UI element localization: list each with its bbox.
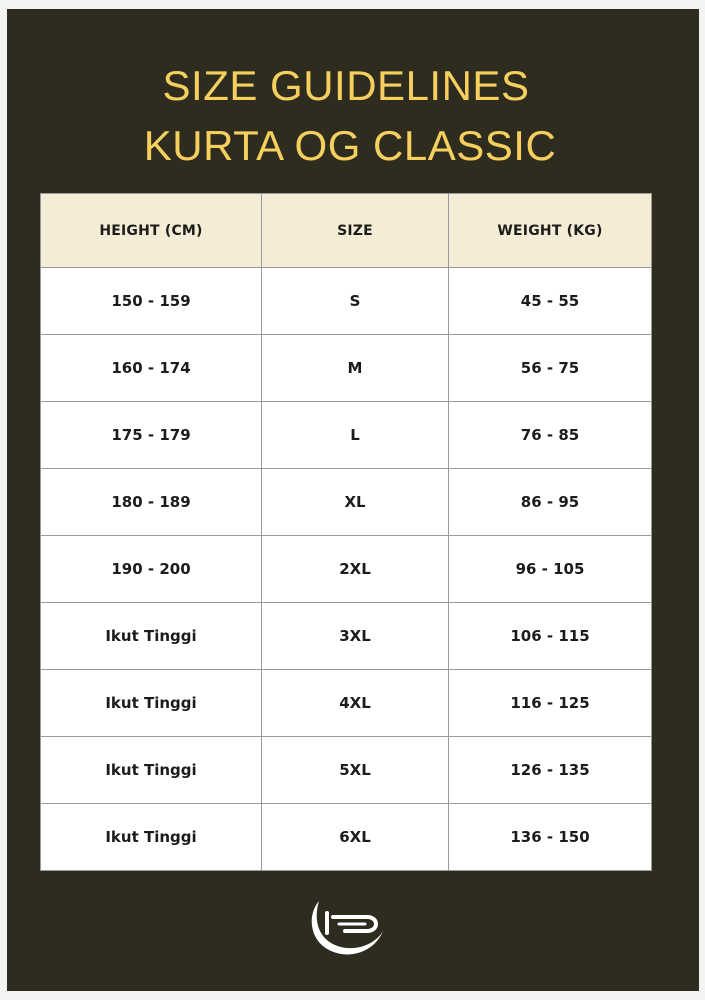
cell-weight: 136 - 150 bbox=[449, 804, 652, 871]
cell-size: XL bbox=[262, 469, 449, 536]
cell-size: 6XL bbox=[262, 804, 449, 871]
table-row bbox=[41, 402, 652, 469]
cell-weight: 106 - 115 bbox=[449, 603, 652, 670]
cell-size: S bbox=[262, 268, 449, 335]
header-height: HEIGHT (CM) bbox=[41, 194, 262, 268]
table-row bbox=[41, 335, 652, 402]
cell-size: 2XL bbox=[262, 536, 449, 603]
table-header-row bbox=[41, 194, 652, 268]
cell-height: Ikut Tinggi bbox=[41, 603, 262, 670]
cell-height: 180 - 189 bbox=[41, 469, 262, 536]
cell-size: 3XL bbox=[262, 603, 449, 670]
cell-height: Ikut Tinggi bbox=[41, 737, 262, 804]
brand-logo-icon bbox=[305, 893, 389, 963]
cell-size: 4XL bbox=[262, 670, 449, 737]
cell-weight: 56 - 75 bbox=[449, 335, 652, 402]
table-row bbox=[41, 804, 652, 871]
cell-weight: 96 - 105 bbox=[449, 536, 652, 603]
size-guide-sheet bbox=[7, 9, 699, 991]
table-row bbox=[41, 469, 652, 536]
cell-weight: 126 - 135 bbox=[449, 737, 652, 804]
header-weight: WEIGHT (KG) bbox=[449, 194, 652, 268]
cell-size: 5XL bbox=[262, 737, 449, 804]
title-size-guidelines: SIZE GUIDELINES bbox=[162, 62, 530, 109]
table-row bbox=[41, 670, 652, 737]
table-row bbox=[41, 737, 652, 804]
cell-size: M bbox=[262, 335, 449, 402]
cell-weight: 45 - 55 bbox=[449, 268, 652, 335]
cell-weight: 86 - 95 bbox=[449, 469, 652, 536]
title-product-name: KURTA OG CLASSIC bbox=[143, 122, 557, 169]
cell-height: Ikut Tinggi bbox=[41, 670, 262, 737]
cell-height: 160 - 174 bbox=[41, 335, 262, 402]
cell-weight: 76 - 85 bbox=[449, 402, 652, 469]
header-size: SIZE bbox=[262, 194, 449, 268]
cell-size: L bbox=[262, 402, 449, 469]
cell-height: 150 - 159 bbox=[41, 268, 262, 335]
table-row bbox=[41, 268, 652, 335]
cell-height: Ikut Tinggi bbox=[41, 804, 262, 871]
cell-height: 175 - 179 bbox=[41, 402, 262, 469]
table-row bbox=[41, 603, 652, 670]
cell-height: 190 - 200 bbox=[41, 536, 262, 603]
table-row bbox=[41, 536, 652, 603]
size-table bbox=[40, 193, 652, 871]
cell-weight: 116 - 125 bbox=[449, 670, 652, 737]
